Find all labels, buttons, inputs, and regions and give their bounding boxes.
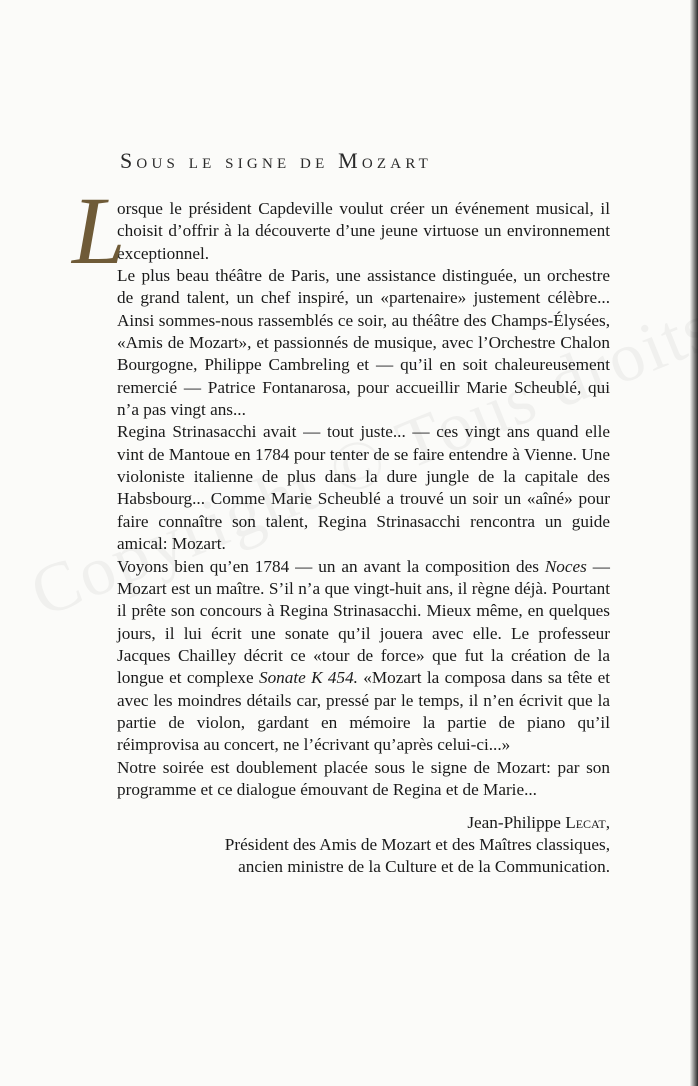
paragraph-4-part-1: Voyons bien qu’en 1784 — un an avant la composition des bbox=[117, 556, 545, 576]
paragraph-4 bbox=[117, 556, 610, 757]
drop-cap-letter: L bbox=[72, 177, 126, 284]
article bbox=[72, 148, 611, 878]
page-title: Sous le signe de Mozart bbox=[120, 148, 432, 173]
noces-title: Noces bbox=[544, 556, 587, 576]
page-edge-shadow bbox=[690, 0, 698, 1086]
paragraph-4-part-2: — Mozart est un maître. S’il n’a que vingt-huit ans, il règne déjà. Pourtant il prête son concours à Regina Strinasacchi. Mieux même, en quelques jours, il lui écrit une sonate qu’il jouera avec elle. Le professeur Jacques Chailley décrit ce «tour de force» que fut la création de la longue et complexe bbox=[117, 556, 610, 688]
signature-name bbox=[117, 812, 610, 834]
signature-block bbox=[117, 812, 610, 878]
signature-comma: , bbox=[605, 813, 610, 833]
paragraph-5: Notre soirée est doublement placée sous le signe de Mozart: par son programme et ce dialogue émouvant de Regina et de Marie... bbox=[117, 757, 610, 799]
paragraph-2: Le plus beau théâtre de Paris, une assistance distinguée, un orchestre de grand talent, un chef inspiré, un «partenaire» justement célèbre... Ainsi sommes-nous rassemblés ce soir, au théâtre des Champs-Élysées, «Amis de Mozart», et passionnés de musique, avec l’Orchestre Chalon Bourgogne, Philippe Cambreling et — qu’il en soit chaleureusement remercié — Patrice Fontanarosa, pour accueillir Marie Scheublé, qui n’a pas vingt ans... bbox=[117, 266, 610, 420]
article-body bbox=[117, 198, 610, 801]
paragraph-1: orsque le président Capdeville voulut créer un événement musical, il choisit d’offrir à la découverte d’une jeune virtuose un environnement exceptionnel. bbox=[117, 199, 610, 263]
paragraph-4-part-3: «Mozart la composa dans sa tête et avec les moindres détails car, pressé par le temps, il n’en écrivit que la partie de violon, gardant en mémoire la partie de piano qu’il réimprovisa au concert, ne l’écrivant qu’après celui-ci...» bbox=[117, 668, 611, 755]
sonate-title: Sonate K 454. bbox=[258, 668, 358, 688]
paragraph-3: Regina Strinasacchi avait — tout juste... — ces vingt ans quand elle vint de Mantoue en 1784 pour tenter de se faire entendre à Vienne. Une violoniste italienne de plus dans la dure jungle de la capitale des Habsbourg... Comme Marie Scheublé a trouvé un soir un «aîné» pour faire connaître son talent, Regina Strinasacchi rencontra un guide amical: Mozart. bbox=[117, 422, 610, 554]
signature-first-name: Jean-Philippe bbox=[467, 813, 566, 833]
signature-former-role: ancien ministre de la Culture et de la Communication. bbox=[238, 857, 610, 877]
signature-role: Président des Amis de Mozart et des Maîtres classiques, bbox=[224, 835, 610, 855]
signature-last-name: Lecat bbox=[565, 813, 606, 833]
